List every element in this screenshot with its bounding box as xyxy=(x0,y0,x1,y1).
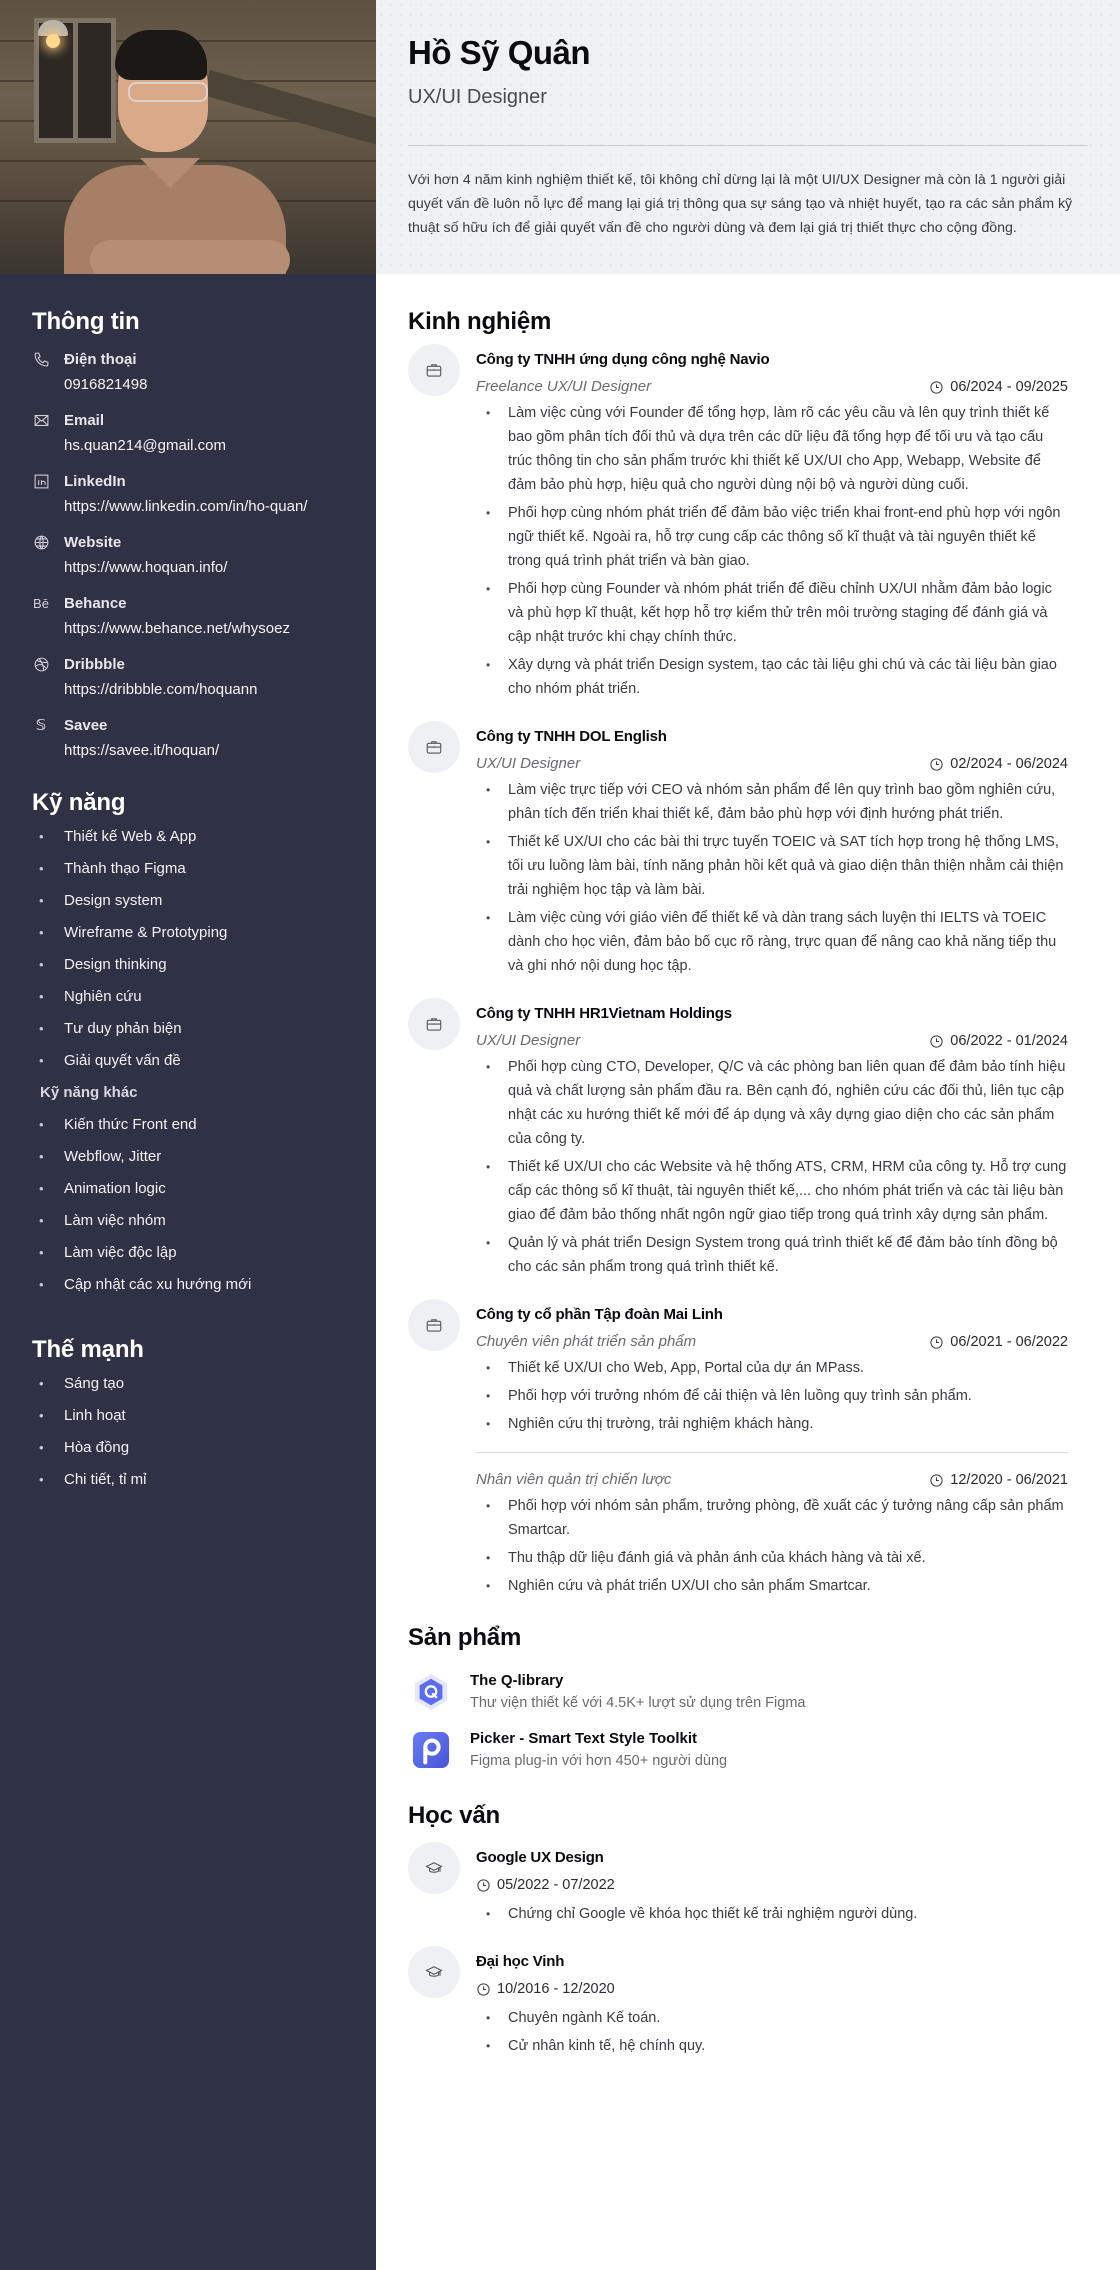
job-period xyxy=(929,1469,1068,1491)
contact-label: Website xyxy=(64,534,122,551)
product-name: The Q-library xyxy=(470,1672,564,1689)
period-text: 05/2022 - 07/2022 xyxy=(497,1877,615,1893)
briefcase-icon xyxy=(408,344,460,396)
clock-icon xyxy=(929,380,944,395)
linkedin-link[interactable]: https://www.linkedin.com/in/ho-quan/ xyxy=(64,498,308,515)
skill-item: • Làm việc nhóm xyxy=(32,1205,352,1237)
contact-label: Điện thoại xyxy=(64,351,137,368)
sidebar xyxy=(0,0,376,2270)
phone-icon xyxy=(32,350,50,368)
skill-item: • Wireframe & Prototyping xyxy=(32,917,352,949)
product-desc: Thư viện thiết kế với 4.5K+ lượt sử dụng trên Figma xyxy=(470,1695,806,1711)
dribbble-icon xyxy=(32,655,50,673)
contact-behance xyxy=(32,592,352,642)
period-text: 06/2021 - 06/2022 xyxy=(950,1334,1068,1350)
job-period xyxy=(929,753,1068,775)
duties-list xyxy=(476,1494,1068,1598)
products-section xyxy=(408,1624,1068,1772)
clock-icon xyxy=(929,1335,944,1350)
job-position: UX/UI Designer xyxy=(476,1032,581,1049)
strength-item: • Hòa đồng xyxy=(32,1432,352,1464)
job-period xyxy=(929,1030,1068,1052)
picker-logo-icon xyxy=(412,1731,450,1769)
contact-label: Savee xyxy=(64,717,108,734)
skill-item: • Animation logic xyxy=(32,1173,352,1205)
graduation-cap-icon xyxy=(408,1946,460,1998)
job-entry xyxy=(408,727,1068,982)
contact-section xyxy=(32,308,352,764)
profile-summary: Với hơn 4 năm kinh nghiệm thiết kế, tôi không chỉ dừng lại là một UI/UX Designer mà còn là 1 người giải quyết vấn đề luôn nỗ lực để mang lại giá trị thông qua sự sáng tạo và nhiệt huyết, tạo ra các sản phẩm kỹ thuật số hữu ích để giải quyết vấn đề cho người dùng và đem lại giá trị thiết thực cho cộng đồng. xyxy=(408,172,1073,236)
position-divider xyxy=(476,1452,1068,1453)
contact-label: Email xyxy=(64,412,105,429)
skills-list xyxy=(32,821,352,1077)
clock-icon xyxy=(476,1982,491,1997)
contact-label: Dribbble xyxy=(64,656,125,673)
other-skills-list xyxy=(32,1109,352,1301)
job-position: Nhân viên quản trị chiến lược xyxy=(476,1471,672,1488)
period-text: 02/2024 - 06/2024 xyxy=(950,756,1068,772)
education-entry xyxy=(408,1848,1068,1930)
duty-item: • Nghiên cứu và phát triển UX/UI cho sản phẩm Smartcar. xyxy=(476,1574,1068,1598)
graduation-cap-icon xyxy=(408,1842,460,1894)
education-title: Học vấn xyxy=(408,1802,500,1829)
contact-savee xyxy=(32,714,352,764)
period-text: 12/2020 - 06/2021 xyxy=(950,1472,1068,1488)
job-position: Chuyên viên phát triển sản phẩm xyxy=(476,1333,697,1350)
duty-item: • Phối hợp cùng Founder và nhóm phát triển để điều chỉnh UX/UI nhằm đảm bảo logic và phù hợp kĩ thuật, kết hợp hỗ trợ kiểm thử trên môi trường staging để đánh giá và cập nhật trước khi chạy chính thức. xyxy=(476,577,1068,649)
skill-item: • Thành thạo Figma xyxy=(32,853,352,885)
education-section xyxy=(408,1802,1068,2062)
period-text: 06/2022 - 01/2024 xyxy=(950,1033,1068,1049)
duty-item: • Phối hợp cùng nhóm phát triển để đảm bảo việc triển khai front-end phù hợp với ngôn ngữ thiết kế. Ngoài ra, hỗ trợ cung cấp các thông số kĩ thuật và tài nguyên thiết kế trong quá trình phát triển và bàn giao. xyxy=(476,501,1068,573)
skill-item: • Webflow, Jitter xyxy=(32,1141,352,1173)
school-name: Google UX Design xyxy=(476,1849,604,1866)
profile-header xyxy=(376,0,1120,274)
duty-item: • Nghiên cứu thị trường, trải nghiệm khách hàng. xyxy=(476,1412,1068,1436)
contact-title: Thông tin xyxy=(32,308,140,335)
education-notes xyxy=(476,1902,1068,1926)
duty-item: • Làm việc cùng với Founder để tổng hợp, làm rõ các yêu cầu và lên quy trình thiết kế bao gồm phân tích đối thủ và dựa trên các dữ liệu đã tổng hợp để tối ưu và tạo cấu trúc thông tin cho sản phẩm trước khi thiết kế UX/UI cho App, Webapp, Website để đảm bảo phù hợp, hiệu quả cho người dùng nội bộ và người dùng cuối. xyxy=(476,401,1068,497)
mail-icon xyxy=(32,411,50,429)
product-name: Picker - Smart Text Style Toolkit xyxy=(470,1730,698,1747)
duties-list xyxy=(476,778,1068,978)
contact-email xyxy=(32,409,352,459)
company-name: Công ty TNHH HR1Vietnam Holdings xyxy=(476,1005,732,1022)
job-period xyxy=(929,1331,1068,1353)
product-desc: Figma plug-in với hơn 450+ người dùng xyxy=(470,1753,728,1769)
duty-item: • Quản lý và phát triển Design System trong quá trình thiết kế để đảm bảo tính đồng bộ cho các sản phẩm trong quá trình thiết kế. xyxy=(476,1231,1068,1279)
skills-title: Kỹ năng xyxy=(32,789,126,816)
duty-item: • Xây dựng và phát triển Design system, tạo các tài liệu ghi chú và các tài liệu bàn giao cho nhóm phát triển. xyxy=(476,653,1068,701)
company-name: Công ty cổ phần Tập đoàn Mai Linh xyxy=(476,1306,723,1323)
skill-item: • Design system xyxy=(32,885,352,917)
skill-item: • Giải quyết vấn đề xyxy=(32,1045,352,1077)
duty-item: • Thiết kế UX/UI cho các bài thi trực tuyến TOEIC và SAT tích hợp trong hệ thống LMS, tối ưu luồng làm bài, tính năng phản hồi kết quả và giao diện thân thiện nhằm cải thiện trải nghiệm học tập và làm bài. xyxy=(476,830,1068,902)
skills-section xyxy=(32,789,352,1301)
note-item: • Chứng chỉ Google về khóa học thiết kế trải nghiệm người dùng. xyxy=(476,1902,1068,1926)
q-library-logo-icon xyxy=(412,1673,450,1711)
profile-name: Hồ Sỹ Quân xyxy=(408,34,591,71)
contact-dribbble xyxy=(32,653,352,703)
duty-item: • Thiết kế UX/UI cho các Website và hệ thống ATS, CRM, HRM của công ty. Hỗ trợ cung cấp các thông số kĩ thuật, tài nguyên thiết kế,... cho nhóm phát triển và các tài liệu bàn giao để đảm bảo thống nhất ngôn ngữ giao tiếp trong quá trình xây dựng sản phẩm. xyxy=(476,1155,1068,1227)
behance-link[interactable]: https://www.behance.net/whysoez xyxy=(64,620,290,637)
strength-item: • Sáng tạo xyxy=(32,1368,352,1400)
duty-item: • Thu thập dữ liệu đánh giá và phản ánh của khách hàng và tài xế. xyxy=(476,1546,1068,1570)
contact-website xyxy=(32,531,352,581)
duties-list xyxy=(476,1055,1068,1279)
header-divider xyxy=(408,145,1088,146)
duties-list xyxy=(476,401,1068,701)
duties-list xyxy=(476,1356,1068,1436)
skill-item: • Nghiên cứu xyxy=(32,981,352,1013)
company-name: Công ty TNHH ứng dụng công nghệ Navio xyxy=(476,351,770,368)
duty-item: • Thiết kế UX/UI cho Web, App, Portal của dự án MPass. xyxy=(476,1356,1068,1380)
strength-item: • Chi tiết, tỉ mỉ xyxy=(32,1464,352,1496)
strengths-list xyxy=(32,1368,352,1496)
skill-item: • Làm việc độc lập xyxy=(32,1237,352,1269)
strengths-section xyxy=(32,1336,352,1496)
skill-item: • Tư duy phản biện xyxy=(32,1013,352,1045)
education-period xyxy=(476,1874,1068,1896)
job-entry xyxy=(408,1004,1068,1283)
savee-link[interactable]: https://savee.it/hoquan/ xyxy=(64,742,220,759)
briefcase-icon xyxy=(408,1299,460,1351)
profile-photo xyxy=(0,0,376,274)
period-text: 10/2016 - 12/2020 xyxy=(497,1981,615,1997)
job-entry xyxy=(408,1305,1068,1602)
school-name: Đại học Vinh xyxy=(476,1953,565,1970)
note-item: • Cử nhân kinh tế, hệ chính quy. xyxy=(476,2034,1068,2058)
duty-item: • Phối hợp với trưởng nhóm để cải thiện và lên luồng quy trình sản phẩm. xyxy=(476,1384,1068,1408)
period-text: 06/2024 - 09/2025 xyxy=(950,379,1068,395)
clock-icon xyxy=(929,757,944,772)
note-item: • Chuyên ngành Kế toán. xyxy=(476,2006,1068,2030)
clock-icon xyxy=(929,1034,944,1049)
main-content xyxy=(408,308,1068,2084)
globe-icon xyxy=(32,533,50,551)
clock-icon xyxy=(476,1878,491,1893)
linkedin-icon xyxy=(32,472,50,490)
company-name: Công ty TNHH DOL English xyxy=(476,728,667,745)
dribbble-link[interactable]: https://dribbble.com/hoquann xyxy=(64,681,258,698)
job-period xyxy=(929,376,1068,398)
contact-label: LinkedIn xyxy=(64,473,126,490)
job-position: UX/UI Designer xyxy=(476,755,581,772)
profile-role: UX/UI Designer xyxy=(408,86,547,108)
duty-item: • Phối hợp cùng CTO, Developer, Q/C và các phòng ban liên quan để đảm bảo tính hiệu quả và chất lượng sản phẩm đầu ra. Bên cạnh đó, nghiên cứu các đối thủ, liên tục cập nhật các xu hướng thiết kế mới để áp dụng và xây dựng giao diện cho các sản phẩm của công ty. xyxy=(476,1055,1068,1151)
education-entry xyxy=(408,1952,1068,2062)
skill-item: • Design thinking xyxy=(32,949,352,981)
job-entry xyxy=(408,350,1068,705)
duty-item: • Làm việc cùng với giáo viên để thiết kế và dàn trang sách luyện thi IELTS và TOEIC dành cho học viên, đảm bảo bố cục rõ ràng, trực quan để nâng cao khả năng tiếp thu và ghi nhớ nội dung học tập. xyxy=(476,906,1068,978)
products-title: Sản phẩm xyxy=(408,1624,522,1651)
contact-phone xyxy=(32,348,352,398)
briefcase-icon xyxy=(408,721,460,773)
skill-item: • Kiến thức Front end xyxy=(32,1109,352,1141)
skill-item: • Thiết kế Web & App xyxy=(32,821,352,853)
strengths-title: Thế mạnh xyxy=(32,1336,144,1363)
duty-item: • Phối hợp với nhóm sản phẩm, trưởng phòng, đề xuất các ý tưởng nâng cấp sản phẩm Smartcar. xyxy=(476,1494,1068,1542)
education-period xyxy=(476,1978,1068,2000)
strength-item: • Linh hoạt xyxy=(32,1400,352,1432)
education-notes xyxy=(476,2006,1068,2058)
contact-linkedin xyxy=(32,470,352,520)
briefcase-icon xyxy=(408,998,460,1050)
product-item[interactable] xyxy=(408,1670,1068,1714)
product-item[interactable] xyxy=(408,1728,1068,1772)
other-skills-title: Kỹ năng khác xyxy=(40,1084,138,1101)
savee-icon: 𝕊 xyxy=(35,717,47,734)
experience-section xyxy=(408,308,1068,1602)
clock-icon xyxy=(929,1473,944,1488)
website-link[interactable]: https://www.hoquan.info/ xyxy=(64,559,228,576)
job-position: Freelance UX/UI Designer xyxy=(476,378,652,395)
contact-label: Behance xyxy=(64,595,127,612)
phone-value[interactable]: 0916821498 xyxy=(64,376,148,393)
email-link[interactable]: hs.quan214@gmail.com xyxy=(64,437,226,454)
skill-item: • Cập nhật các xu hướng mới xyxy=(32,1269,352,1301)
experience-title: Kinh nghiệm xyxy=(408,308,552,335)
duty-item: • Làm việc trực tiếp với CEO và nhóm sản phẩm để lên quy trình bao gồm nghiên cứu, phân tích đến triển khai thiết kế, đảm bảo phù hợp với định hướng phát triển. xyxy=(476,778,1068,826)
behance-icon: Bē xyxy=(33,595,49,611)
